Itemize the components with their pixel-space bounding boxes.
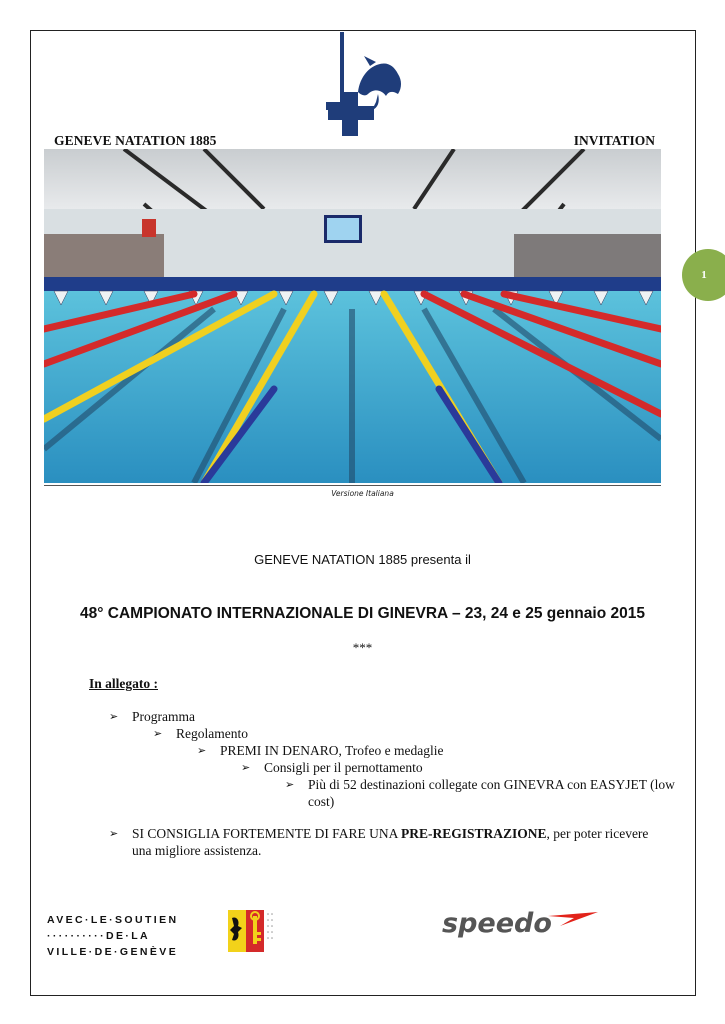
document-type: INVITATION xyxy=(573,133,655,148)
geneve-crest-icon xyxy=(224,906,276,956)
list-item xyxy=(197,742,443,760)
list-item-label: Più di 52 destinazioni collegate con GINEVRA con EASYJET (low cost) xyxy=(308,777,675,809)
event-title: 48° CAMPIONATO INTERNAZIONALE DI GINEVRA – 23, 24 e 25 gennaio 2015 xyxy=(80,605,645,622)
list-item xyxy=(241,759,423,777)
arrow-bullet-icon: ➢ xyxy=(153,728,163,740)
arrow-bullet-icon: ➢ xyxy=(197,745,207,757)
photo-caption: Versione Italiana xyxy=(331,489,394,498)
list-item xyxy=(285,776,685,810)
list-item-label: Consigli per il pernottamento xyxy=(264,760,423,775)
list-item-label: Programma xyxy=(132,709,195,724)
arrow-bullet-icon: ➢ xyxy=(285,779,295,791)
arrow-bullet-icon: ➢ xyxy=(241,762,251,774)
club-logo-icon xyxy=(318,30,404,138)
recommendation xyxy=(109,825,669,859)
separator: *** xyxy=(352,640,373,655)
photo-rule xyxy=(44,485,661,486)
list-item xyxy=(153,725,248,743)
list-item xyxy=(109,708,195,726)
attachments-heading: In allegato : xyxy=(89,676,158,691)
page-number-badge: 1 xyxy=(682,249,725,301)
pre-registration-emphasis: PRE-REGISTRAZIONE xyxy=(400,826,547,841)
list-item-label: PREMI IN DENARO, Trofeo e medaglie xyxy=(220,743,444,758)
sponsor-name: speedo xyxy=(442,908,552,939)
support-statement: AVEC·LE·SOUTIEN ··········DE·LA VILLE·DE·GENÈVE xyxy=(47,914,179,958)
arrow-bullet-icon: ➢ xyxy=(109,828,119,840)
speedo-logo-icon xyxy=(440,902,600,942)
pool-photo xyxy=(44,149,661,483)
list-item-label: Regolamento xyxy=(176,726,248,741)
intro-line: GENEVE NATATION 1885 presenta il xyxy=(254,552,471,567)
club-name: GENEVE NATATION 1885 xyxy=(54,133,217,148)
arrow-bullet-icon: ➢ xyxy=(109,711,119,723)
recommendation-text: SI CONSIGLIA FORTEMENTE DI FARE UNA PRE-REGISTRAZIONE, per poter ricevere una migliore assistenza. xyxy=(132,826,649,858)
